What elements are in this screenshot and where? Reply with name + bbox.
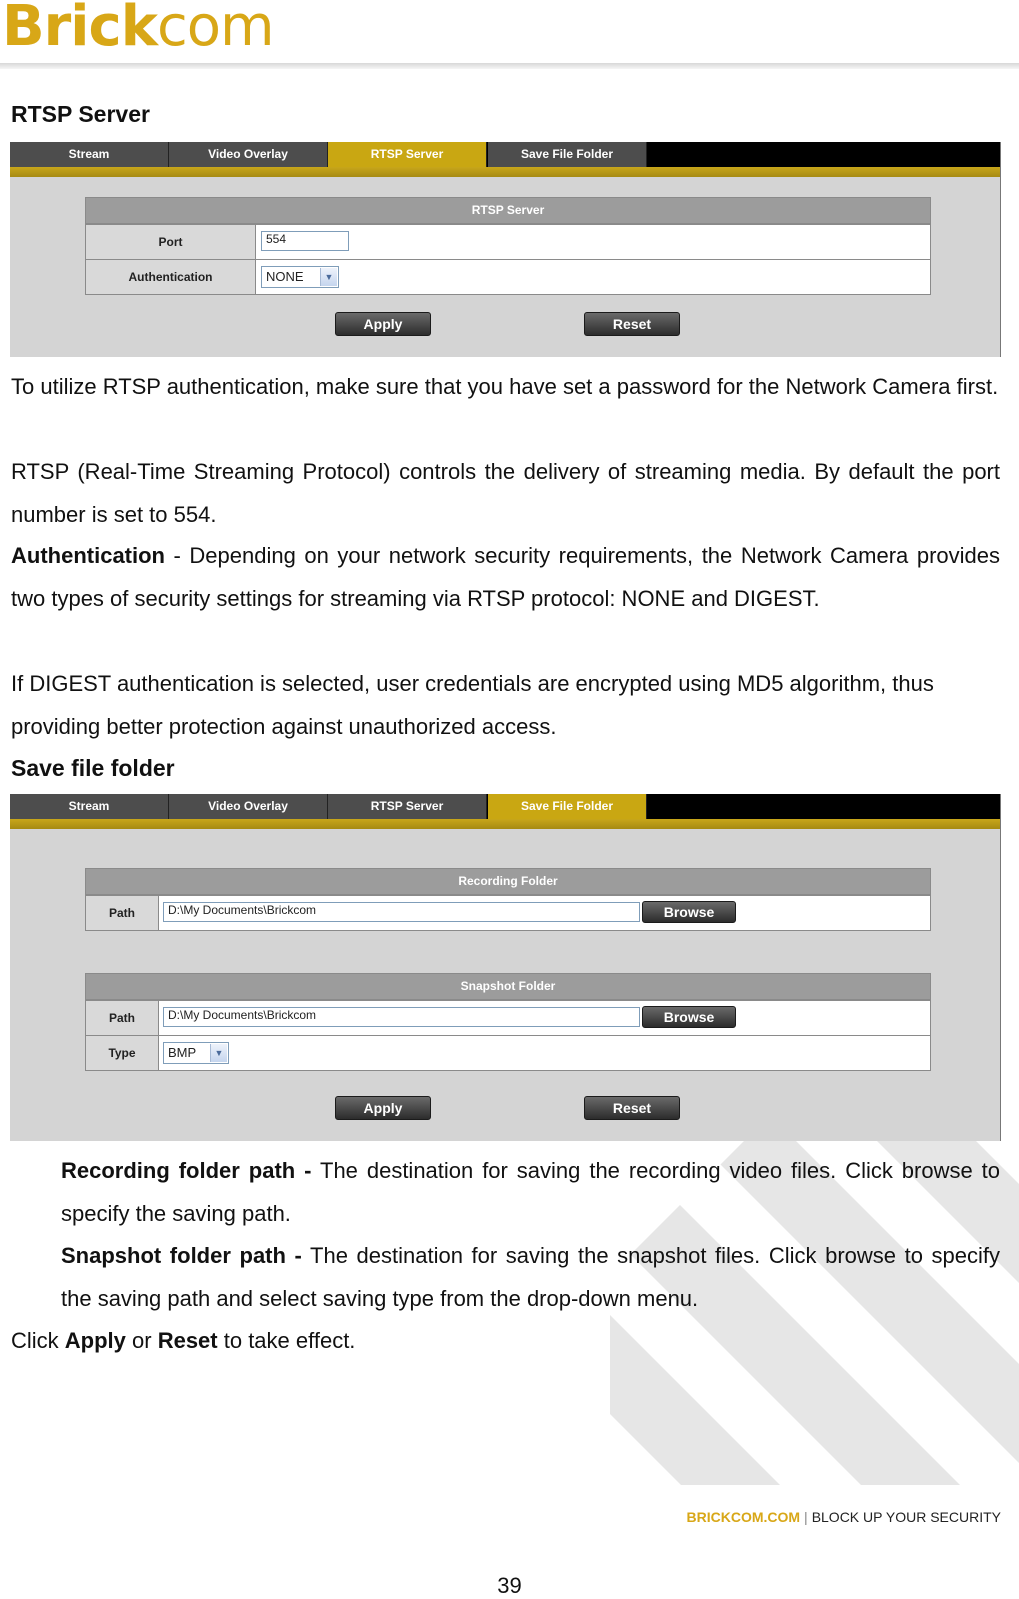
click-prefix: Click: [11, 1328, 65, 1353]
paragraph-digest: If DIGEST authentication is selected, user credentials are encrypted using MD5 algorithm, thus providing better protection against unauthorized access.: [11, 671, 934, 739]
port-input[interactable]: 554: [261, 231, 349, 251]
footer-site: BRICKCOM.COM: [686, 1509, 801, 1525]
rtsp-server-table: [85, 197, 931, 295]
authentication-description: - Depending on your network security requirements, the Network Camera provides two types of security settings for streaming via RTSP protocol: NONE and DIGEST.: [11, 543, 1000, 611]
tab-bar: [10, 142, 1000, 167]
reset-button[interactable]: Reset: [584, 312, 680, 336]
apply-term: Apply: [64, 1328, 126, 1353]
recording-folder-table: [85, 868, 931, 931]
footer-tagline: [687, 1509, 1002, 1525]
reset-button[interactable]: Reset: [584, 1096, 680, 1120]
tab-underline: [10, 167, 1000, 177]
chevron-down-icon: ▼: [210, 1044, 227, 1062]
paragraph-recording-path: [61, 1150, 1000, 1235]
snapshot-browse-button[interactable]: Browse: [642, 1006, 736, 1028]
snapshot-folder-table: [85, 973, 931, 1071]
paragraph-rtsp-definition: RTSP (Real-Time Streaming Protocol) controls the delivery of streaming media. By default the port number is set to 554.: [11, 459, 1000, 527]
tab-video-overlay[interactable]: Video Overlay: [169, 794, 328, 819]
authentication-term: Authentication: [11, 543, 165, 568]
tab-stream[interactable]: Stream: [10, 794, 169, 819]
recording-folder-title: Recording Folder: [86, 869, 930, 895]
snapshot-path-term: Snapshot folder path -: [61, 1243, 302, 1268]
footer-separator: |: [804, 1509, 808, 1525]
paragraph-click-apply: [11, 1320, 1000, 1363]
authentication-label: Authentication: [86, 260, 256, 294]
snapshot-type-label: Type: [86, 1036, 159, 1070]
logo-light-text: com: [156, 0, 274, 59]
tab-stream[interactable]: Stream: [10, 142, 169, 167]
authentication-value: NONE: [266, 269, 304, 284]
snapshot-path-description: The destination for saving the snapshot files. Click browse to specify the saving path and select saving type from the drop-down menu.: [61, 1243, 1000, 1311]
section-heading-rtsp: RTSP Server: [11, 101, 150, 127]
recording-path-term: Recording folder path -: [61, 1158, 312, 1183]
tab-save-file-folder[interactable]: Save File Folder: [488, 794, 647, 819]
section-heading-save-folder: Save file folder: [11, 755, 175, 781]
paragraph-rtsp-password: To utilize RTSP authentication, make sure that you have set a password for the Network Camera first.: [11, 374, 999, 399]
save-folder-screenshot: [10, 794, 1001, 1141]
apply-button[interactable]: Apply: [335, 312, 431, 336]
port-row: [86, 224, 930, 259]
tab-rtsp-server[interactable]: RTSP Server: [328, 142, 487, 167]
tab-bar: [10, 794, 1000, 819]
snapshot-folder-title: Snapshot Folder: [86, 974, 930, 1000]
tab-rtsp-server[interactable]: RTSP Server: [328, 794, 487, 819]
snapshot-path-label: Path: [86, 1001, 159, 1035]
or-text: or: [125, 1328, 158, 1353]
apply-button[interactable]: Apply: [335, 1096, 431, 1120]
tab-underline: [10, 819, 1000, 829]
click-suffix: to take effect.: [217, 1328, 356, 1353]
snapshot-type-row: [86, 1035, 930, 1070]
authentication-row: [86, 259, 930, 294]
recording-browse-button[interactable]: Browse: [642, 901, 736, 923]
snapshot-path-input[interactable]: D:\My Documents\Brickcom: [163, 1007, 640, 1027]
tab-save-file-folder[interactable]: Save File Folder: [488, 142, 647, 167]
table-title: RTSP Server: [86, 198, 930, 224]
tab-video-overlay[interactable]: Video Overlay: [169, 142, 328, 167]
recording-path-input[interactable]: D:\My Documents\Brickcom: [163, 902, 640, 922]
snapshot-type-value: BMP: [168, 1045, 197, 1060]
recording-path-description: The destination for saving the recording video files. Click browse to specify the saving path.: [61, 1158, 1000, 1226]
footer-slogan: BLOCK UP YOUR SECURITY: [811, 1509, 1001, 1525]
snapshot-type-select[interactable]: [163, 1042, 229, 1064]
snapshot-path-row: [86, 1000, 930, 1035]
paragraph-authentication: [11, 535, 1000, 620]
recording-path-label: Path: [86, 896, 159, 930]
reset-term: Reset: [157, 1328, 218, 1353]
header-divider: [0, 63, 1019, 69]
recording-path-row: [86, 895, 930, 930]
logo-bold-text: Brick: [2, 0, 157, 59]
page-number: 39: [497, 1573, 522, 1598]
rtsp-settings-screenshot: [10, 142, 1001, 357]
paragraph-snapshot-path: [61, 1235, 1000, 1320]
port-label: Port: [86, 225, 256, 259]
chevron-down-icon: ▼: [320, 268, 337, 286]
authentication-select[interactable]: [261, 266, 339, 288]
